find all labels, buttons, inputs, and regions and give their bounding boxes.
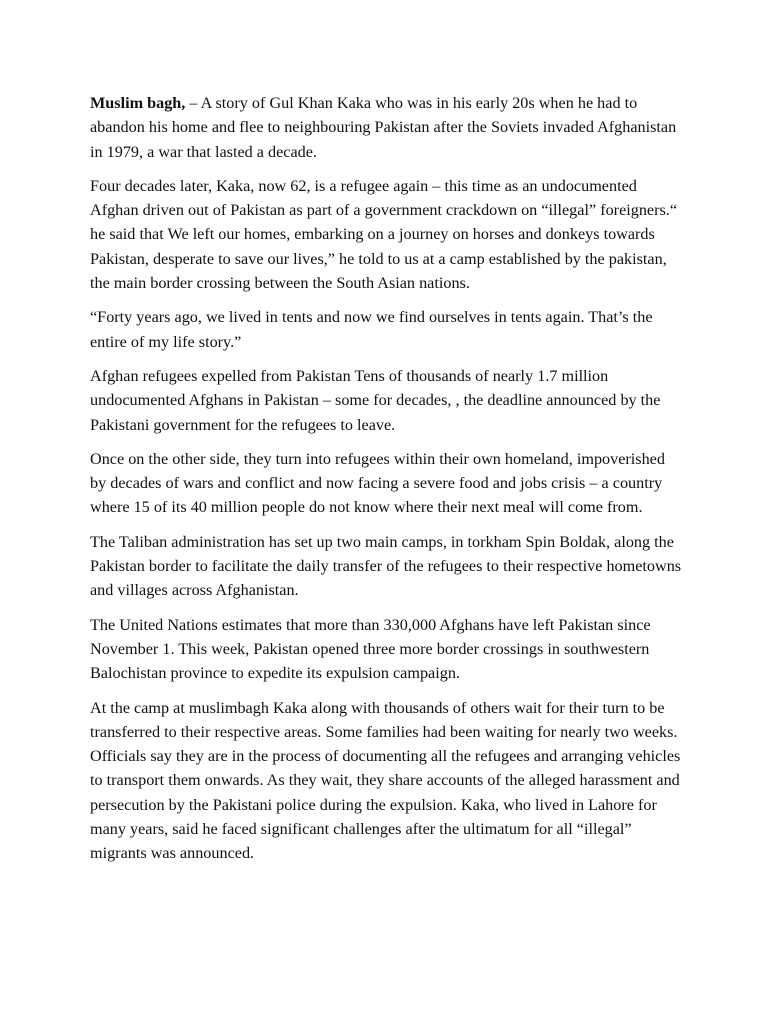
paragraph: Once on the other side, they turn into refugees within their own homeland, impoverished by decades of wars and conflict and now facing a severe food and jobs crisis – a country where 15 of its 40 million people do not know where their next meal will come from. (90, 449, 665, 517)
paragraph: At the camp at muslimbagh Kaka along with thousands of others wait for their turn to be transferred to their respective areas. Some families had been waiting for nearly two weeks. Officials say they are in the process of documenting all the refugees and arranging vehicles to transport them onwards. As they wait, they share accounts of the alleged harassment and persecution by the Pakistani police during the expulsion. Kaka, who lived in Lahore for many years, said he faced significant challenges after the ultimatum for all “illegal” migrants was announced. (90, 698, 681, 863)
paragraph: Four decades later, Kaka, now 62, is a refugee again – this time as an undocumented Afghan driven out of Pakistan as part of a government crackdown on “illegal” foreigners.“ he said that We left our homes, embarking on a journey on horses and donkeys towards Pakistan, desperate to save our lives,” he told to us at a camp established by the pakistan, the main border crossing between the South Asian nations. (90, 176, 678, 293)
paragraph-text: – A story of Gul Khan Kaka who was in his early 20s when he had to abandon his home and flee to neighbouring Pakistan after the Soviets invaded Afghanistan in 1979, a war that lasted a decade. (90, 94, 677, 161)
paragraph: The United Nations estimates that more than 330,000 Afghans have left Pakistan since November 1. This week, Pakistan opened three more border crossings in southwestern Balochistan province to expedite its expulsion campaign. (90, 615, 651, 683)
dateline: Muslim bagh, (90, 94, 186, 112)
paragraph: Afghan refugees expelled from Pakistan Tens of thousands of nearly 1.7 million undocumented Afghans in Pakistan – some for decades, , the deadline announced by the Pakistani government for the refugees to leave. (90, 366, 661, 434)
paragraph-intro (90, 91, 682, 164)
paragraph: The Taliban administration has set up two main camps, in torkham Spin Boldak, along the Pakistan border to facilitate the daily transfer of the refugees to their respective hometowns and villages across Afghanistan. (90, 532, 682, 600)
document-page (90, 91, 682, 876)
paragraph: “Forty years ago, we lived in tents and now we find ourselves in tents again. That’s the entire of my life story.” (90, 308, 653, 351)
